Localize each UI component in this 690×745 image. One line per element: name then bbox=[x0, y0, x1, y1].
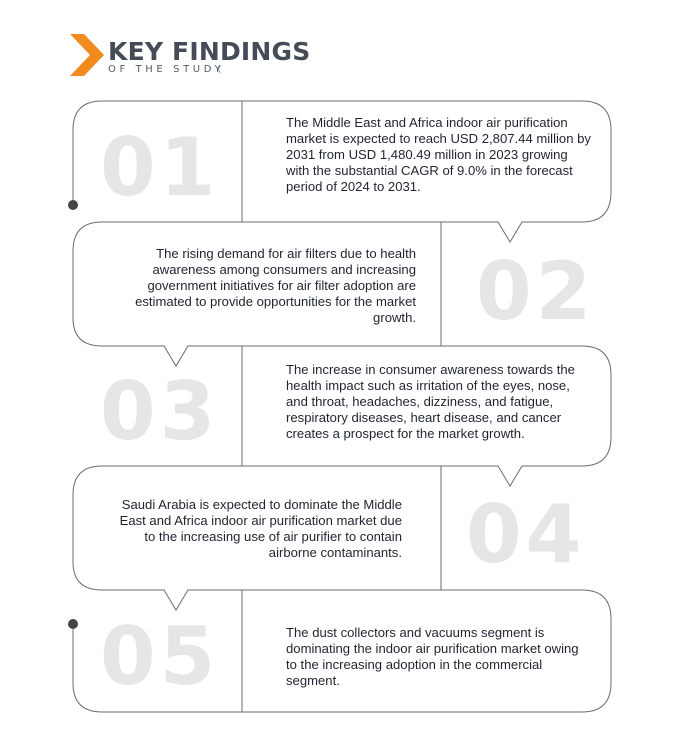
finding-text-05: The dust collectors and vacuums segment is dominating the indoor air purification market owing to the increasing adoption in the commercial segment. bbox=[286, 625, 579, 688]
finding-number-01: 01 bbox=[100, 121, 220, 214]
finding-number-03: 03 bbox=[100, 365, 220, 458]
timeline-dot-start bbox=[68, 200, 78, 210]
finding-text-02: The rising demand for air filters due to health awareness among consumers and increasing government initiatives for air filter adoption are estimated to provide opportunities for the market growth. bbox=[135, 246, 416, 325]
finding-number-04: 04 bbox=[466, 488, 586, 581]
finding-number-02: 02 bbox=[476, 245, 596, 338]
timeline-dot-end bbox=[68, 619, 78, 629]
finding-number-05: 05 bbox=[100, 610, 220, 703]
finding-text-04: Saudi Arabia is expected to dominate the Middle East and Africa indoor air purification market due to the increasing use of air purifier to contain airborne contaminants. bbox=[119, 497, 402, 560]
page-subtitle: OF THE STUDY bbox=[108, 64, 225, 75]
finding-text-01: The Middle East and Africa indoor air purification market is expected to reach USD 2,807.44 million by 2031 from USD 1,480.49 million in 2023 growing with the substantial CAGR of 9.0% in the forecast period of 2024 to 2031. bbox=[286, 115, 591, 194]
page-title: KEY FINDINGS bbox=[108, 37, 311, 66]
finding-text-03: The increase in consumer awareness towards the health impact such as irritation of the eyes, nose, and throat, headaches, dizziness, and fatigue, respiratory diseases, heart disease, and cancer creates a prospect for the market growth. bbox=[286, 362, 575, 441]
